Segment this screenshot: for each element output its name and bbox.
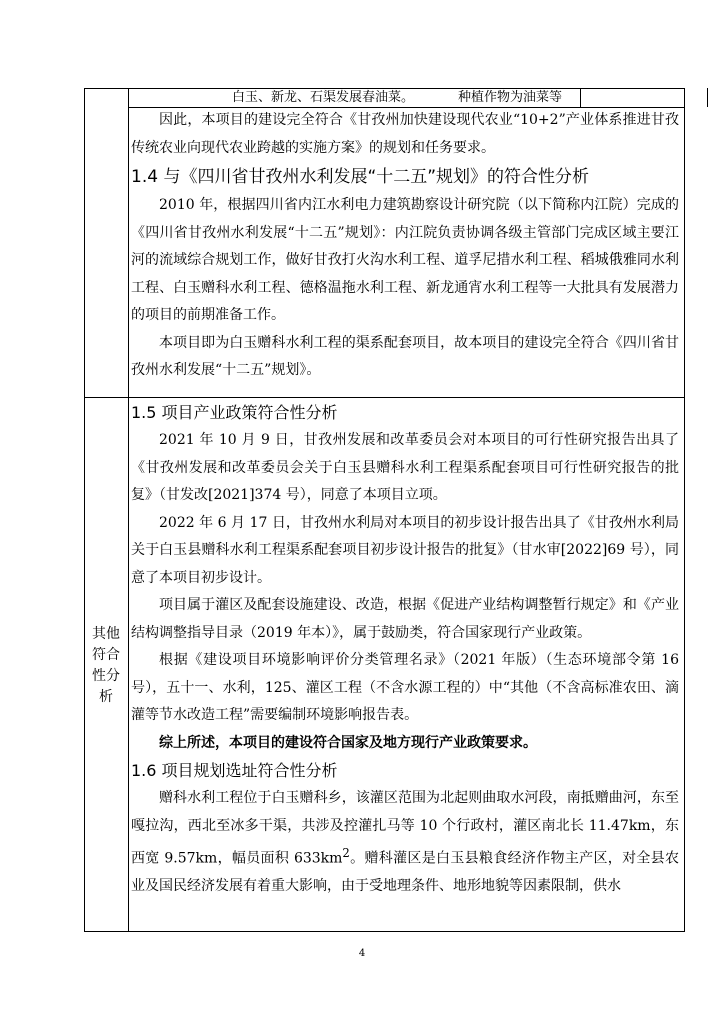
table-column-divider (128, 88, 129, 932)
heading-1-5: 1.5 项目产业政策符合性分析 (131, 403, 338, 422)
paragraph-1-4-2: 本项目即为白玉赠科水利工程的渠系配套项目，故本项目的建设完全符合《四川省甘孜州水利发展“十二五”规划》。 (131, 334, 679, 378)
inner-table-row (128, 88, 685, 108)
paragraph-1-6-1-part-a: 赠科水利工程位于白玉赠科乡，该灌区范围为北起则曲取水河段，南抵赠曲河，东至嘎拉沟，西北至冰多干渠，共涉及控灌扎马等 10 个行政村，灌区南北长 11.47km，东西宽 9.57km，幅员面积 633km (131, 790, 679, 867)
inner-table (128, 88, 685, 108)
superscript-2: 2 (342, 846, 350, 860)
paragraph-1-6-1 (131, 785, 679, 901)
paragraph-1-5-1: 2021 年 10 月 9 日，甘孜州发展和改革委员会对本项目的可行性研究报告出具了《甘孜州发展和改革委员会关于白玉县赠科水利工程渠系配套项目可行性研究报告的批复》（甘发改[2021]374 号），同意了本项目立项。 (131, 432, 679, 503)
heading-1-4: 1.4 与《四川省甘孜州水利发展“十二五”规划》的符合性分析 (131, 167, 590, 187)
paragraph-1-5-2: 2022 年 6 月 17 日，甘孜州水利局对本项目的初步设计报告出具了《甘孜州水利局关于白玉县赠科水利工程渠系配套项目初步设计报告的批复》（甘水审[2022]69 号），同意了本项目初步设计。 (131, 514, 679, 586)
paragraph-1-4-1: 2010 年，根据四川省内江水利电力建筑勘察设计研究院（以下简称内江院）完成的《四川省甘孜州水利发展“十二五”规划》：内江院负责协调各级主管部门完成区域主要江河的流域综合规划工作，做好甘孜打火沟水利工程、道孚尼措水利工程、稻城俄雅同水利工程、白玉赠科水利工程、德格温拖水利工程、新龙通宵水利工程等一大批具有发展潜力的项目的前期准备工作。 (131, 197, 679, 323)
table-row-divider (84, 397, 685, 398)
upper-cell-content (131, 107, 679, 385)
inner-table-cell-divider (707, 88, 708, 107)
inner-table-cell-2: 种植作物为油菜等 (458, 90, 563, 105)
left-label: 其他符合性分析 (92, 626, 120, 705)
paragraph-1-5-4: 根据《建设项目环境影响评价分类管理名录》（2021 年版）（生态环境部令第 16 号），五十一、水利，125、灌区工程（不含水源工程的）中“其他（不含高标准农田、滴灌等节水改造工程”需要编制环境影响报告表。 (131, 652, 679, 723)
paragraph-1-5-3: 项目属于灌区及配套设施建设、改造，根据《促进产业结构调整暂行规定》和《产业结构调整指导目录（2019 年本）》，属于鼓励类，符合国家现行产业政策。 (131, 597, 679, 641)
paragraph-1-6-1-part-b: 。赠科灌区是白玉县粮食经济作物主产区，对全县农业及国民经济发展有着重大影响，由于受地理条件、地形地貌等因素限制，供水 (131, 850, 679, 895)
paragraph-1-5-conclusion: 综上所述，本项目的建设符合国家及地方现行产业政策要求。 (159, 734, 537, 751)
inner-table-cell-divider (580, 88, 581, 107)
paragraph-conclusion-1-3: 因此，本项目的建设完全符合《甘孜州加快建设现代农业“10+2”产业体系推进甘孜传统农业向现代农业跨越的实施方案》的规划和任务要求。 (131, 112, 679, 156)
inner-table-cell-1: 白玉、新龙、石渠发展春油菜。 (232, 90, 415, 105)
heading-1-6: 1.6 项目规划选址符合性分析 (131, 761, 338, 780)
page-number: 4 (358, 948, 366, 959)
lower-cell-content (131, 399, 679, 901)
